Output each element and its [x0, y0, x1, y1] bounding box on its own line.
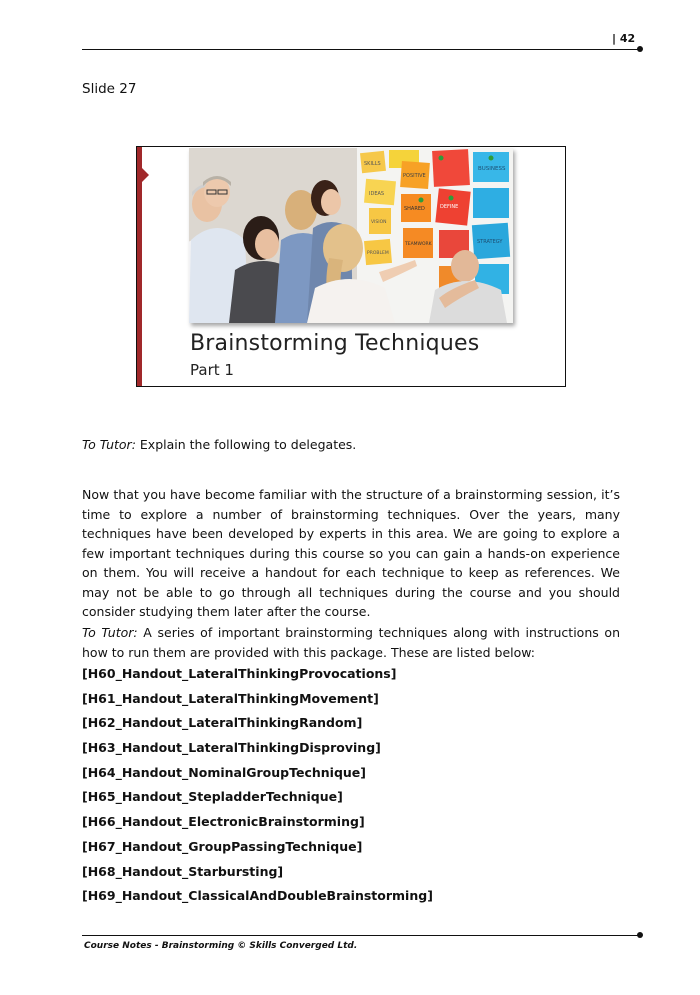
handout-item: [H65_Handout_StepladderTechnique]: [82, 789, 343, 805]
handout-item: [H66_Handout_ElectronicBrainstorming]: [82, 814, 365, 830]
tutor-label: To Tutor:: [82, 625, 138, 640]
tutor-note-2: [82, 623, 620, 662]
sticky-note-label: IDEAS: [369, 191, 385, 197]
handout-list: [82, 662, 433, 909]
slide-thumbnail: [136, 146, 566, 387]
sticky-note-label: STRATEGY: [477, 239, 503, 245]
sticky-note-label: PROBLEM: [367, 251, 389, 256]
slide-label: Slide 27: [82, 81, 137, 97]
handout-item: [H60_Handout_LateralThinkingProvocations]: [82, 666, 397, 681]
slide-photo: [189, 148, 513, 323]
sticky-note-label: TEAMWORK: [405, 242, 432, 247]
sticky-note-label: SKILLS: [364, 161, 381, 167]
slide-title: Brainstorming Techniques: [190, 331, 480, 356]
footer-rule-dot: [637, 932, 643, 938]
handout-item: [H62_Handout_LateralThinkingRandom]: [82, 715, 363, 731]
tutor-note-text: Explain the following to delegates.: [135, 437, 357, 452]
handout-item: [H69_Handout_ClassicalAndDoubleBrainstorming]: [82, 888, 433, 904]
handout-item: [H68_Handout_Starbursting]: [82, 863, 284, 879]
slide-subtitle: Part 1: [190, 361, 234, 379]
footer-rule: [82, 935, 639, 936]
slide-accent-triangle: [141, 167, 149, 183]
page-number: | 42: [612, 32, 636, 45]
main-paragraph: Now that you have become familiar with the structure of a brainstorming session, it’s time to explore a number of brainstorming techniques. Over the years, many techniques have been developed by experts in this area. We are going to explore a few important techniques during this course so you can gain a hands-on experience on them. You will receive a handout for each technique to keep as references. We may not be able to go through all techniques during the course and you should consider studying them later after the course.: [82, 487, 620, 619]
handout-item: [H67_Handout_GroupPassingTechnique]: [82, 838, 363, 854]
handout-item: [H63_Handout_LateralThinkingDisproving]: [82, 740, 381, 756]
sticky-note-label: DEFINE: [440, 204, 459, 210]
handout-item: [H64_Handout_NominalGroupTechnique]: [82, 764, 366, 780]
tutor-note-text: A series of important brainstorming techniques along with instructions on how to run them are provided with this package. These are listed below:: [82, 625, 620, 660]
sticky-note-label: BUSINESS: [478, 166, 506, 172]
tutor-note-1: [82, 435, 620, 455]
sticky-note-label: POSITIVE: [403, 173, 426, 179]
footer-text: Course Notes - Brainstorming © Skills Converged Ltd.: [84, 941, 358, 951]
sticky-note-label: VISION: [371, 220, 387, 225]
header-rule: [82, 49, 639, 50]
team-brainstorm-photo: [189, 148, 513, 323]
header-rule-dot: [637, 46, 643, 52]
sticky-note-label: SHARED: [404, 206, 425, 212]
handout-item: [H61_Handout_LateralThinkingMovement]: [82, 690, 379, 706]
tutor-label: To Tutor:: [82, 437, 136, 452]
